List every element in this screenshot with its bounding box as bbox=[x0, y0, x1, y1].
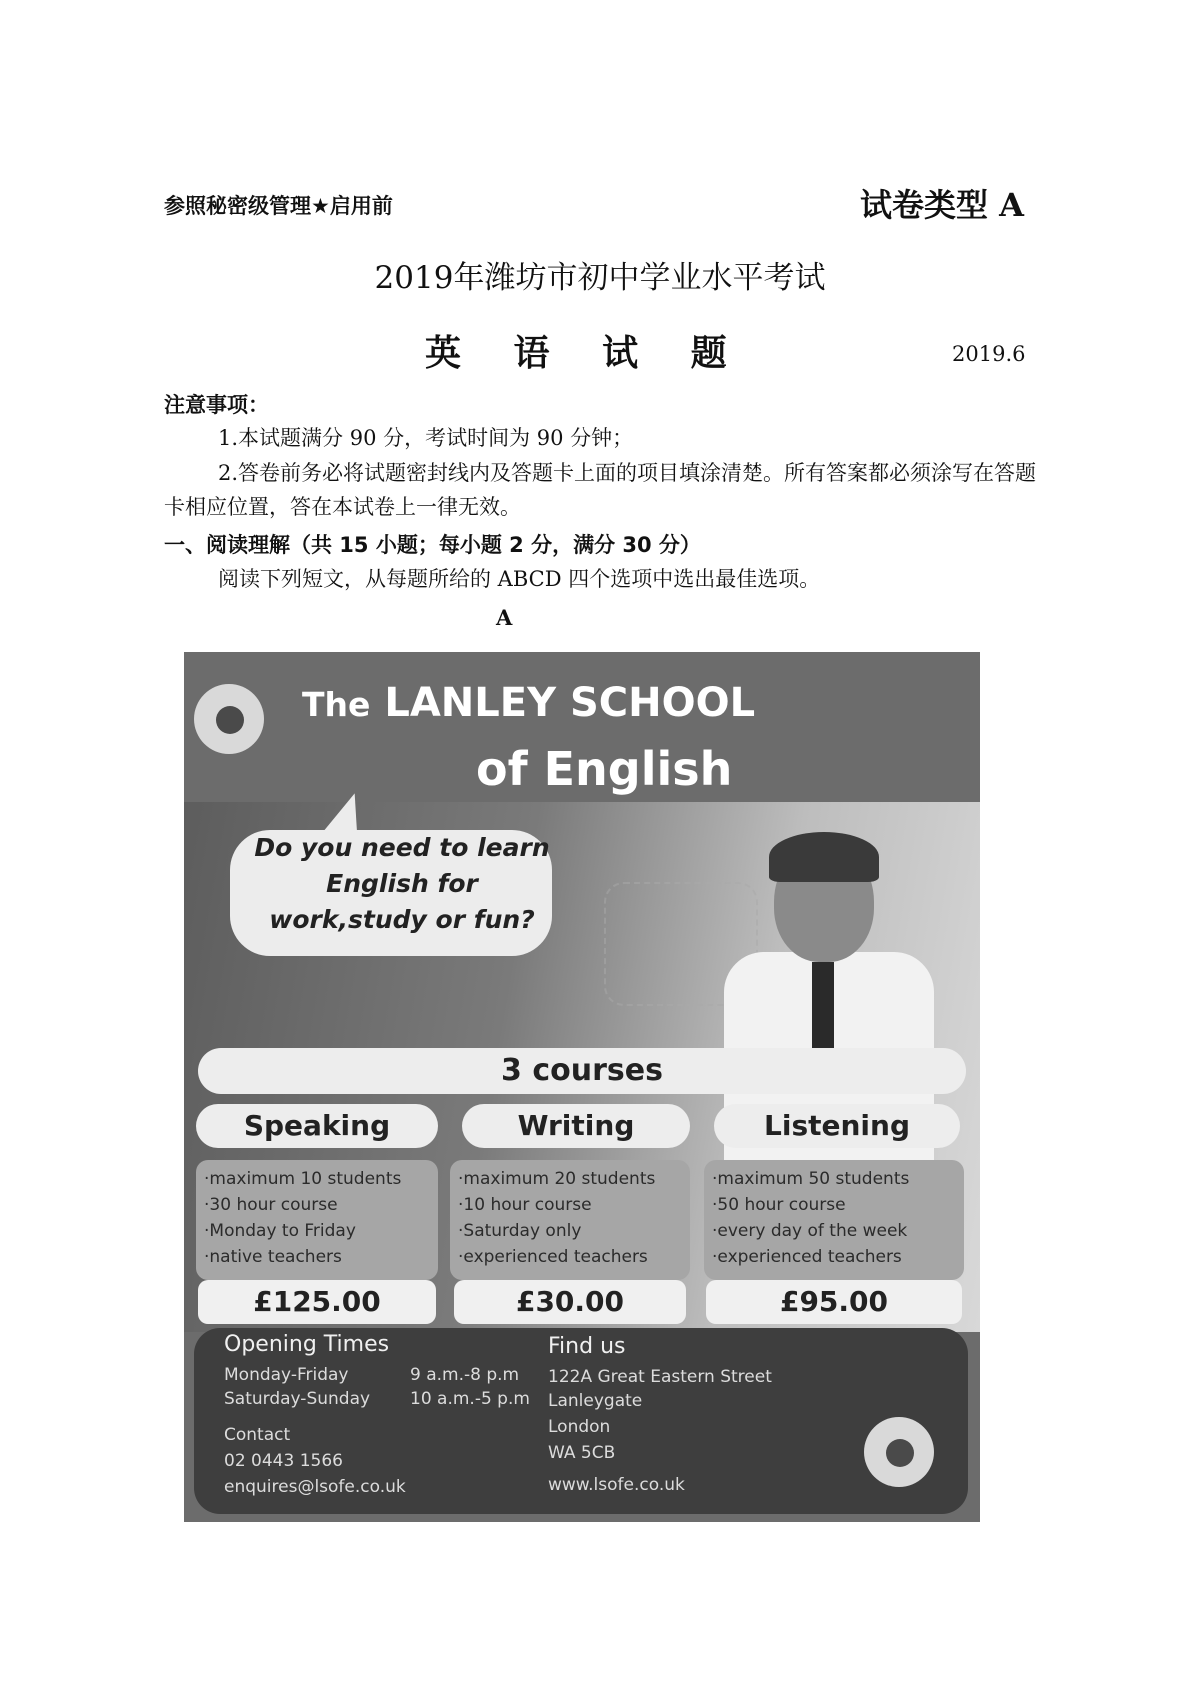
courses-heading: 3 courses bbox=[198, 1048, 966, 1094]
course-details-listening bbox=[704, 1160, 964, 1280]
course-detail: ·maximum 50 students bbox=[712, 1169, 910, 1189]
paper-type: 试卷类型 A bbox=[860, 186, 1024, 224]
course-detail: ·Saturday only bbox=[458, 1221, 582, 1241]
poster-title-the: The bbox=[302, 685, 371, 724]
contact-email: enquires@lsofe.co.uk bbox=[224, 1477, 406, 1497]
address-line-2: Lanleygate bbox=[548, 1391, 643, 1411]
exam-date: 2019.6 bbox=[952, 342, 1026, 366]
course-details-speaking bbox=[196, 1160, 438, 1280]
contact-phone: 02 0443 1566 bbox=[224, 1451, 343, 1471]
notes-heading: 注意事项： bbox=[164, 393, 269, 417]
address-line-4: WA 5CB bbox=[548, 1443, 616, 1463]
website: www.lsofe.co.uk bbox=[548, 1475, 685, 1495]
poster-title-name: LANLEY SCHOOL bbox=[384, 680, 756, 726]
subject-title: 英 语 试 题 bbox=[425, 332, 747, 374]
course-name-listening: Listening bbox=[714, 1104, 960, 1148]
opening-times-heading: Opening Times bbox=[224, 1332, 390, 1357]
contact-heading: Contact bbox=[224, 1425, 291, 1445]
course-detail: ·maximum 20 students bbox=[458, 1169, 656, 1189]
course-name-writing: Writing bbox=[462, 1104, 690, 1148]
school-poster bbox=[184, 652, 980, 1522]
find-us-heading: Find us bbox=[548, 1334, 626, 1359]
course-detail: ·maximum 10 students bbox=[204, 1169, 402, 1189]
poster-title-line1 bbox=[302, 680, 755, 726]
course-detail: ·Monday to Friday bbox=[204, 1221, 356, 1241]
section-heading: 一、阅读理解（共 15 小题；每小题 2 分，满分 30 分） bbox=[164, 533, 701, 557]
info-panel bbox=[194, 1328, 968, 1514]
course-detail: ·every day of the week bbox=[712, 1221, 908, 1241]
opening-days-weekday: Monday-Friday bbox=[224, 1365, 349, 1385]
address-line-1: 122A Great Eastern Street bbox=[548, 1367, 772, 1387]
school-logo-icon bbox=[864, 1417, 934, 1487]
course-detail: ·10 hour course bbox=[458, 1195, 592, 1215]
price-writing: £30.00 bbox=[454, 1280, 686, 1324]
address-line-3: London bbox=[548, 1417, 611, 1437]
teacher-hair bbox=[769, 832, 879, 882]
passage-label: A bbox=[496, 605, 513, 630]
course-detail: ·experienced teachers bbox=[458, 1247, 648, 1267]
poster-title-line2: of English bbox=[476, 742, 733, 796]
opening-days-weekend: Saturday-Sunday bbox=[224, 1389, 371, 1409]
opening-time-weekend: 10 a.m.-5 p.m bbox=[410, 1389, 530, 1409]
section-instruction: 阅读下列短文，从每题所给的 ABCD 四个选项中选出最佳选项。 bbox=[218, 567, 821, 591]
course-detail: ·50 hour course bbox=[712, 1195, 846, 1215]
course-detail: ·30 hour course bbox=[204, 1195, 338, 1215]
course-name-speaking: Speaking bbox=[196, 1104, 438, 1148]
course-details-writing bbox=[450, 1160, 690, 1280]
opening-time-weekday: 9 a.m.-8 p.m bbox=[410, 1365, 520, 1385]
price-listening: £95.00 bbox=[706, 1280, 962, 1324]
course-detail: ·experienced teachers bbox=[712, 1247, 902, 1267]
price-speaking: £125.00 bbox=[198, 1280, 436, 1324]
school-logo-icon bbox=[194, 684, 264, 754]
speech-bubble-text: Do you need to learn English for work,study or fun? bbox=[254, 833, 550, 934]
course-detail: ·native teachers bbox=[204, 1247, 342, 1267]
secret-level-notice: 参照秘密级管理★启用前 bbox=[164, 194, 393, 218]
note-item-1: 1.本试题满分 90 分，考试时间为 90 分钟； bbox=[218, 426, 634, 450]
exam-title: 2019年潍坊市初中学业水平考试 bbox=[374, 260, 826, 296]
note-item-2: 2.答卷前务必将试题密封线内及答题卡上面的项目填涂清楚。所有答案都必须涂写在答题卡相应位置，答在本试卷上一律无效。 bbox=[164, 461, 1037, 519]
